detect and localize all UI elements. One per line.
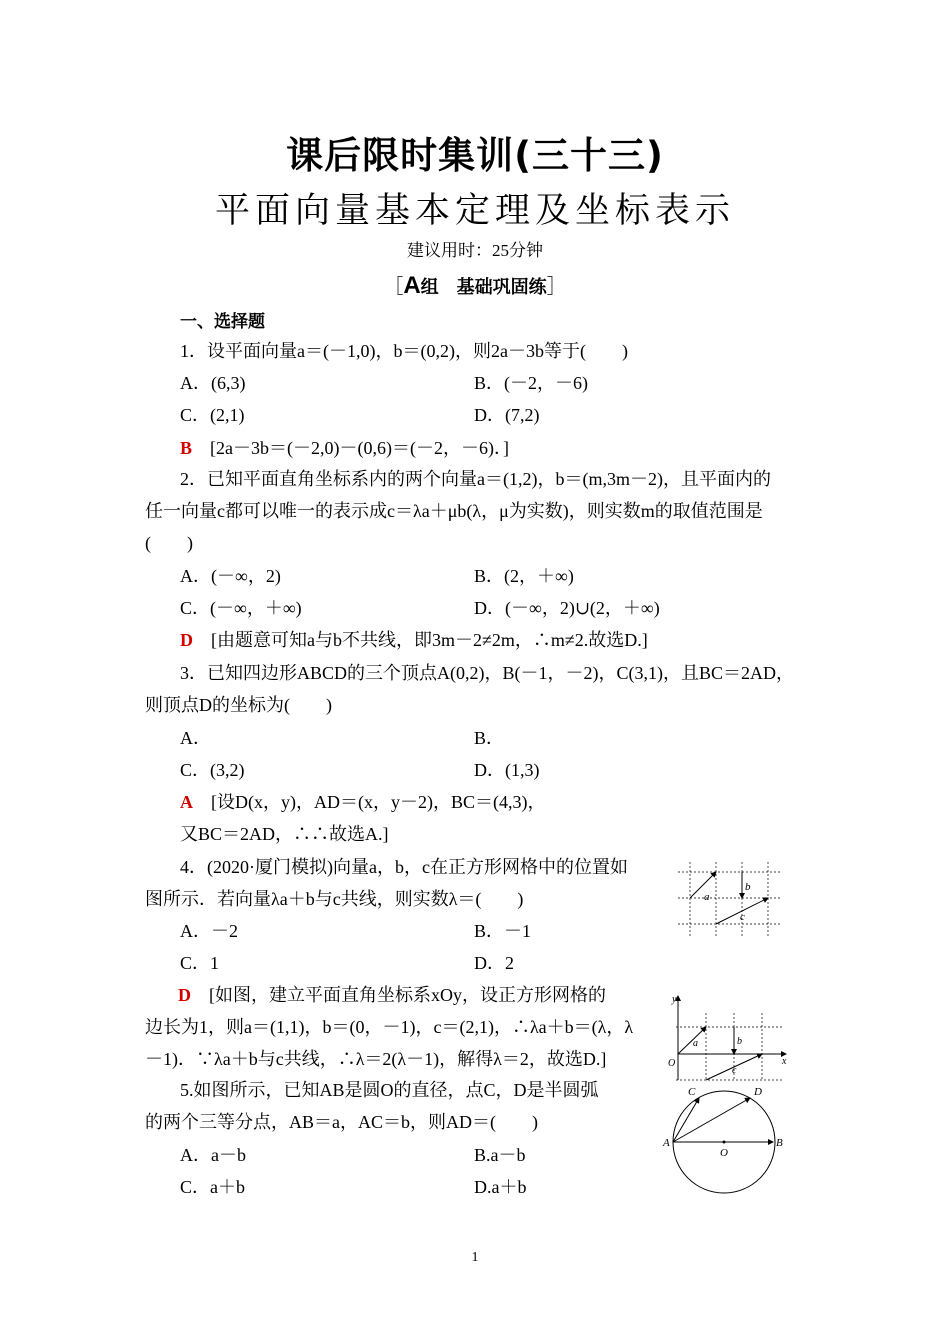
q1-stem: 1．设平面向量a＝(－1,0)，b＝(0,2)，则2a－3b等于( ) xyxy=(180,341,628,361)
page-number: 1 xyxy=(471,1250,479,1265)
label-c: c xyxy=(740,911,745,923)
group-letter: A xyxy=(403,272,421,299)
q2-solution xyxy=(180,628,648,652)
q2-solution-text: [由题意可知a与b不共线，即3m－2≠2m，∴m≠2.故选D.] xyxy=(211,630,648,650)
label-origin: O xyxy=(668,1058,676,1069)
q3-solution-2: 又BC＝2AD，∴∴故选A.] xyxy=(180,824,389,844)
group-bracket-open: ［ xyxy=(383,276,404,298)
q3-option-a: A． xyxy=(180,728,211,748)
axis-vector-a xyxy=(678,1027,706,1054)
vector-a-arrow xyxy=(690,872,716,898)
q4-answer: D xyxy=(178,985,191,1005)
q3-solution-text-1: [设D(x，y)，AD＝(x，y－2)，BC＝(4,3)， xyxy=(211,792,546,812)
vector-ac xyxy=(673,1098,699,1142)
q1-answer: B xyxy=(180,438,193,458)
q4-solution-1 xyxy=(178,983,606,1007)
center-point xyxy=(723,1141,726,1144)
q2-line-2: 任一向量c都可以唯一的表示成c＝λa＋μb(λ，μ为实数)，则实数m的取值范围是 xyxy=(145,501,763,521)
page-title: 课后限时集训(三十三) xyxy=(286,134,664,177)
q1-solution xyxy=(180,436,509,460)
q1-solution-text: [2a－3b＝(－2,0)－(0,6)＝(－2，－6)．] xyxy=(210,438,509,458)
q1-option-b: B．(－2，－6) xyxy=(474,373,588,393)
label-y: y xyxy=(672,994,677,1005)
q1-option-a: A．(6,3) xyxy=(180,373,246,393)
q3-option-c: C．(3,2) xyxy=(180,760,245,780)
q5-option-d: D.a＋b xyxy=(474,1177,527,1197)
q1-option-c: C．(2,1) xyxy=(180,405,245,425)
page-subtitle: 平面向量基本定理及坐标表示 xyxy=(214,191,735,231)
label-point-c: C xyxy=(688,1086,696,1098)
label-b2: b xyxy=(737,1036,742,1047)
label-point-d: D xyxy=(754,1086,762,1098)
label-b: b xyxy=(745,881,751,893)
q4-option-a: A．－2 xyxy=(180,921,238,941)
section-heading: 一、选择题 xyxy=(180,312,265,332)
q5-line-2: 的两个三等分点，AB＝a，AC＝b，则AD＝( ) xyxy=(145,1112,538,1132)
q2-option-d: D．(－∞，2)∪(2，＋∞) xyxy=(474,598,660,618)
group-heading xyxy=(0,270,950,300)
q2-line-1: 2．已知平面直角坐标系内的两个向量a＝(1,2)，b＝(m,3m－2)，且平面内的 xyxy=(180,469,771,489)
q4-solution-text-1: [如图，建立平面直角坐标系xOy，设正方形网格的 xyxy=(209,985,606,1005)
q4-option-b: B．－1 xyxy=(474,921,532,941)
q4-option-c: C．1 xyxy=(180,953,220,973)
label-point-o: O xyxy=(720,1147,728,1159)
q5-line-1: 5.如图所示，已知AB是圆O的直径，点C，D是半圆弧 xyxy=(180,1080,599,1100)
q3-line-1: 3．已知四边形ABCD的三个顶点A(0,2)，B(－1，－2)，C(3,1)，且BC＝2AD， xyxy=(180,663,794,683)
label-a2: a xyxy=(693,1038,698,1049)
vector-ad xyxy=(673,1098,750,1142)
q4-line-2: 图所示．若向量λa＋b与c共线，则实数λ＝( ) xyxy=(145,889,524,909)
q3-answer: A xyxy=(180,792,193,812)
q3-line-2: 则顶点D的坐标为( ) xyxy=(145,695,332,715)
q5-option-a: A．a－b xyxy=(180,1145,246,1165)
q4-solution-3: －1)．∵λa＋b与c共线，∴λ＝2(λ－1)，解得λ＝2，故选D.] xyxy=(145,1049,607,1069)
q5-option-b: B.a－b xyxy=(474,1145,526,1165)
q2-line-3: ( ) xyxy=(145,533,193,553)
group-bracket-close: ］ xyxy=(546,276,567,298)
label-point-a: A xyxy=(663,1137,670,1149)
label-a: a xyxy=(704,891,710,903)
q2-answer: D xyxy=(180,630,193,650)
q2-option-c: C．(－∞，＋∞) xyxy=(180,598,302,618)
label-point-b: B xyxy=(776,1137,783,1149)
q3-option-d: D．(1,3) xyxy=(474,760,540,780)
q5-option-c: C．a＋b xyxy=(180,1177,245,1197)
q4-solution-2: 边长为1，则a＝(1,1)，b＝(0，－1)，c＝(2,1)，∴λa＋b＝(λ，λ xyxy=(145,1017,634,1037)
q5-circle-figure xyxy=(662,1082,792,1198)
q4-coordinate-figure xyxy=(656,988,790,1082)
q2-option-a: A．(－∞，2) xyxy=(180,566,281,586)
group-name: 组 基础巩固练 xyxy=(420,277,547,298)
q4-grid-figure xyxy=(674,858,786,942)
q4-option-d: D．2 xyxy=(474,953,514,973)
q2-option-b: B．(2，＋∞) xyxy=(474,566,574,586)
q4-line-1: 4．(2020·厦门模拟)向量a，b，c在正方形网格中的位置如 xyxy=(180,857,628,877)
time-label: 建议用时：25分钟 xyxy=(407,241,543,260)
label-c2: c xyxy=(732,1065,737,1076)
q1-option-d: D．(7,2) xyxy=(474,405,540,425)
q3-option-b: B． xyxy=(474,728,505,748)
label-x: x xyxy=(782,1056,787,1067)
q3-solution-1 xyxy=(180,790,545,814)
